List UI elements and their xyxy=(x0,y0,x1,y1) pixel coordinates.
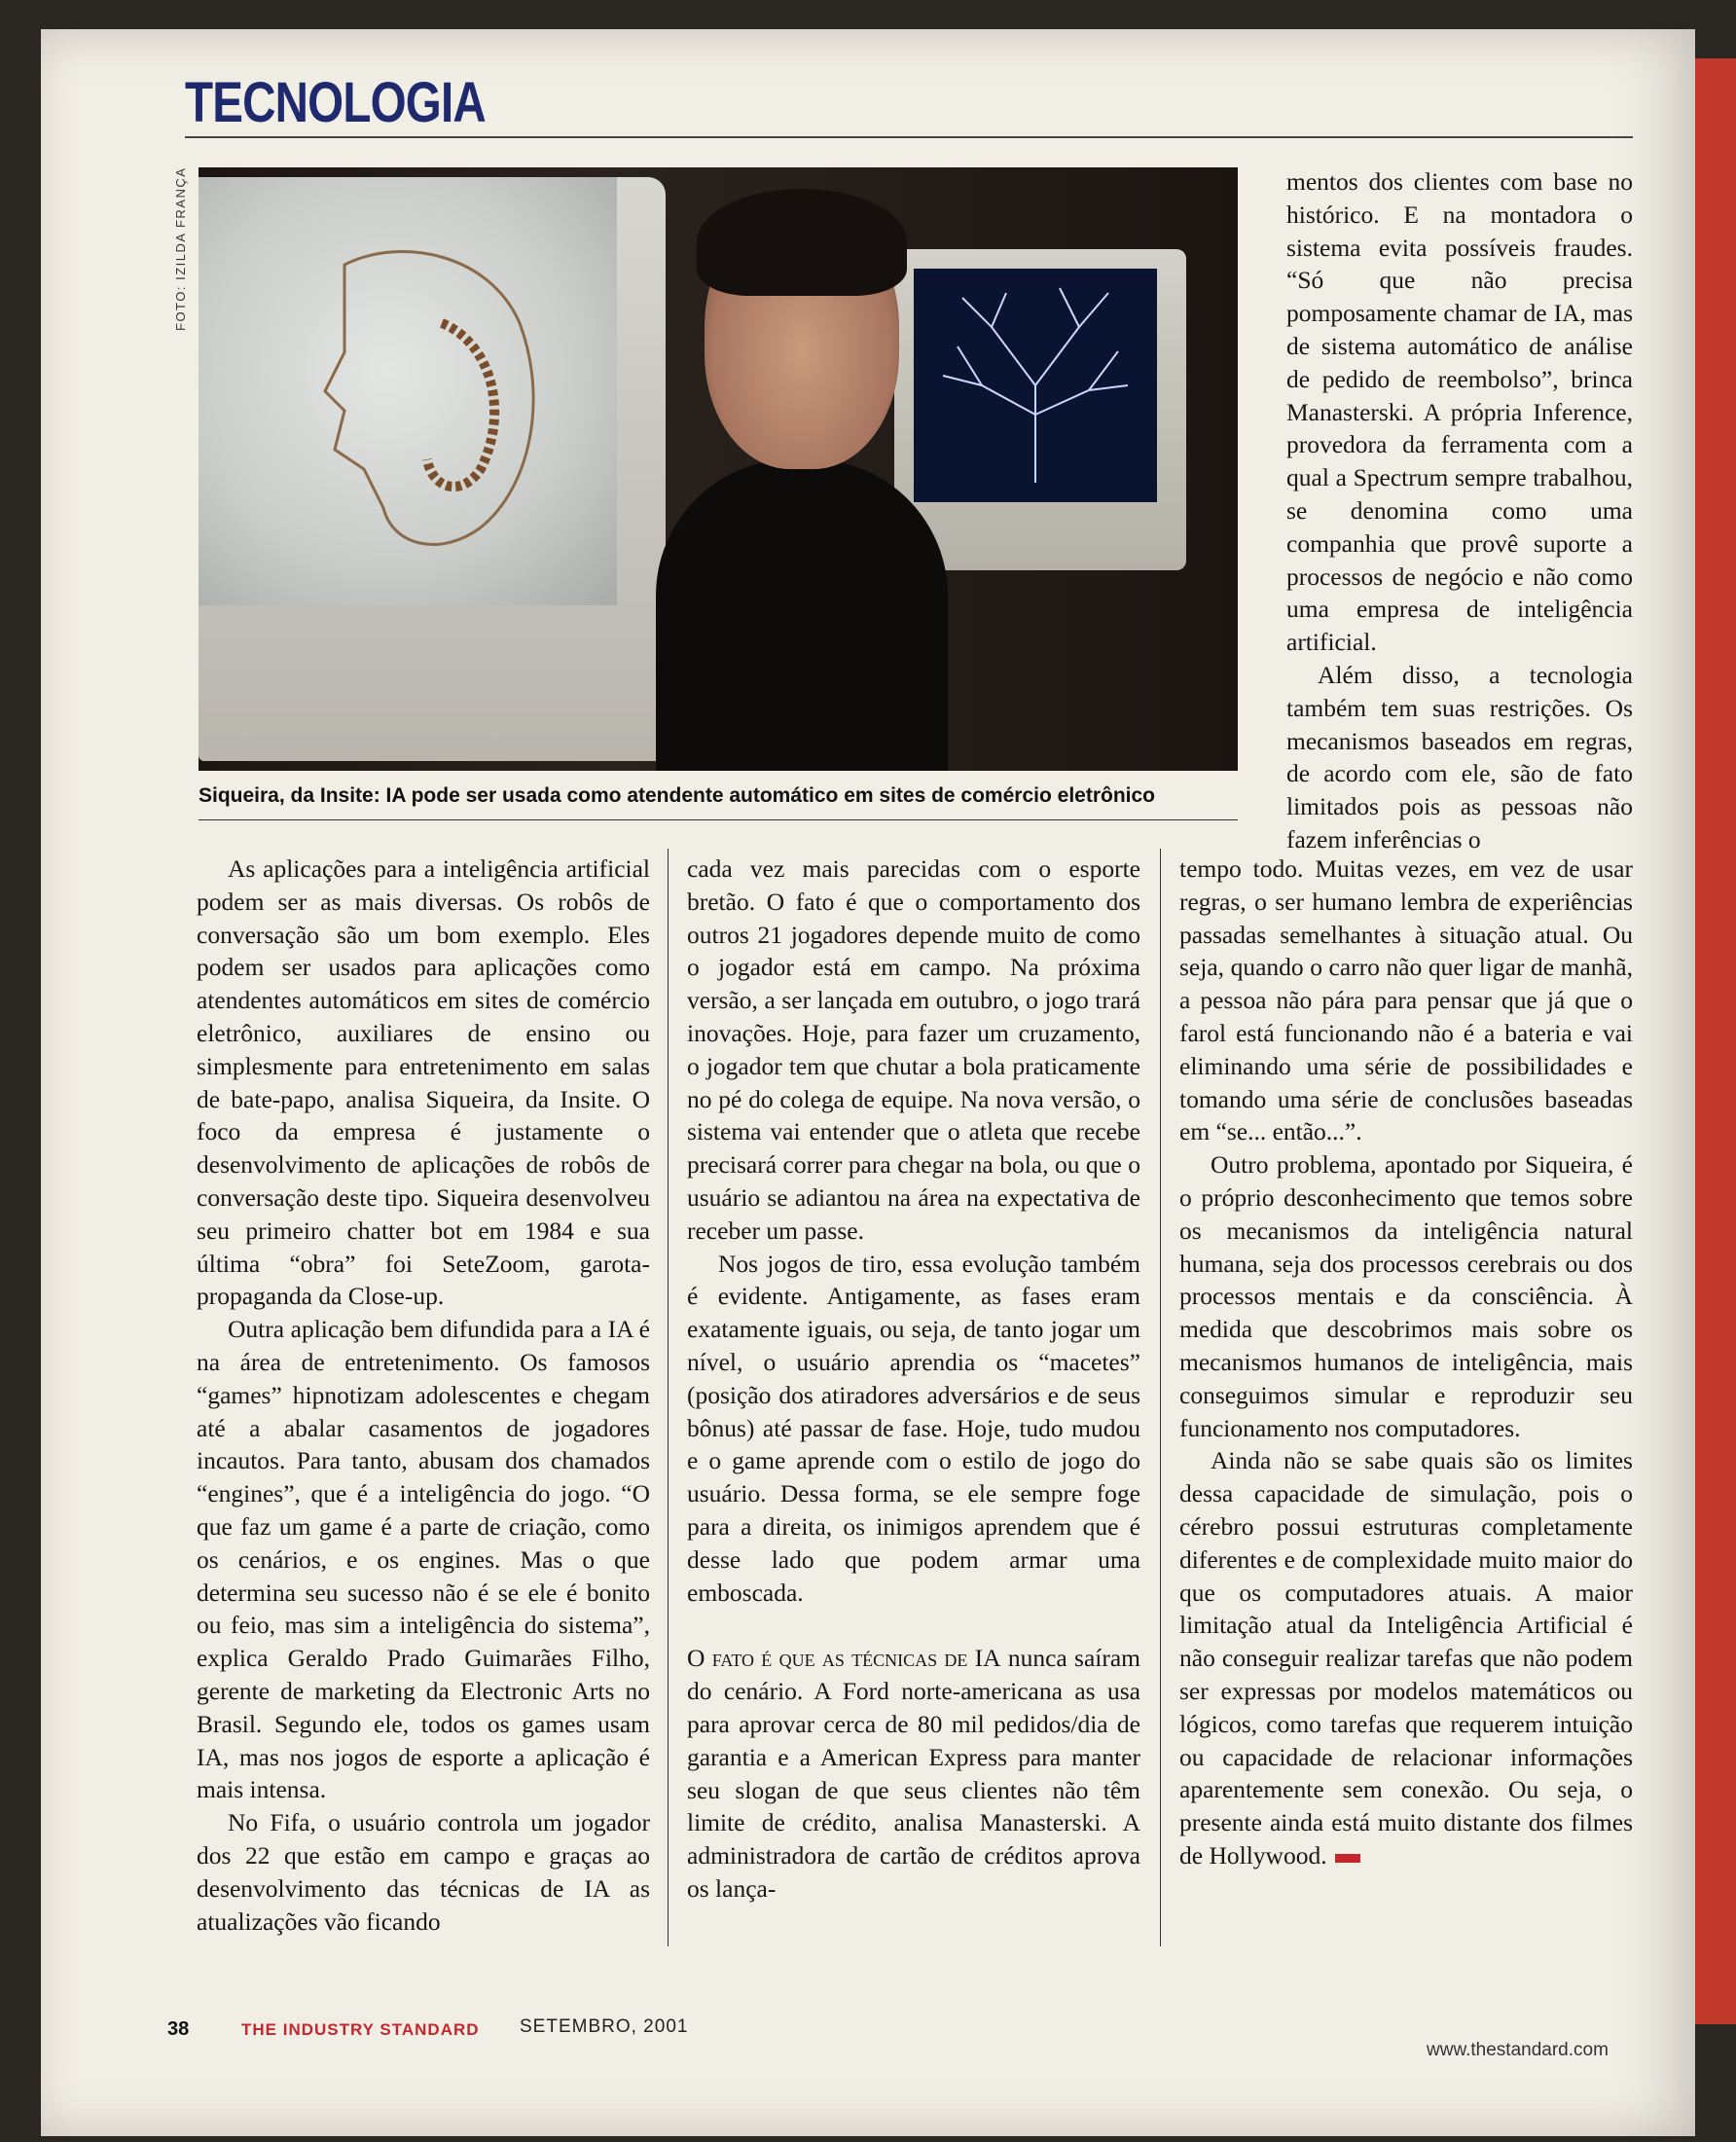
person-hair xyxy=(697,189,907,296)
column-rule xyxy=(668,849,669,1946)
article-column-2 xyxy=(687,853,1140,1906)
paragraph: Além disso, a tecnologia também tem suas restrições. Os mecanismos baseados em regras, de acordo com ele, são de fato limitados pois as pessoas não fazem inferências o xyxy=(1286,660,1633,853)
caption-divider xyxy=(199,819,1238,820)
page-number: 38 xyxy=(167,2018,190,2040)
title-divider xyxy=(185,136,1633,138)
paragraph: Nos jogos de tiro, essa evolução também é evidente. Antigamente, as fases eram exatamente iguais, ou seja, de tanto jogar um nível, o usuário aprendia os “macetes” (posição dos atiradores adversários e de seus bônus) até passar de fase. Hoje, tudo mudou e o game aprende com o estilo de jogo do usuário. Dessa forma, se ele sempre foge para a direita, os inimigos aprendem que é desse lado que podem armar uma emboscada. xyxy=(687,1249,1140,1607)
end-of-article-mark xyxy=(1335,1854,1360,1863)
paragraph xyxy=(1179,1444,1633,1871)
section-title: TECNOLOGIA xyxy=(185,71,486,134)
paragraph: cada vez mais parecidas com o esporte bretão. O fato é que o comportamento dos outros 21 jogadores depende muito de como o jogador está em campo. Na próxima versão, a ser lançada em outubro, o jogo trará inovações. Hoje, para fazer um cruzamento, o jogador tem que chutar a bola praticamente no pé do colega de equipe. Na nova versão, o sistema vai entender que o atleta que recebe precisará correr para chegar na bola, ou que o usuário se adiantou na área na expectativa de receber um passe. xyxy=(687,854,1140,1245)
photo-credit: FOTO: IZILDA FRANÇA xyxy=(173,166,188,331)
monitor-right-image xyxy=(894,249,1186,570)
website-url: www.thestandard.com xyxy=(1427,2040,1609,2060)
paragraph: No Fifa, o usuário controla um jogador dos 22 que estão em campo e graças ao desenvolvimento das técnicas de IA as atualizações vão ficando xyxy=(197,1808,650,1936)
head-scan-illustration xyxy=(199,177,617,605)
article-photo xyxy=(199,167,1238,771)
monitor-left-image xyxy=(199,177,666,761)
monitor-left-screen xyxy=(199,177,617,605)
paragraph: Outra aplicação bem difundida para a IA é na área de entretenimento. Os famosos “games” hipnotizam adolescentes e chegam até a abalar casamentos de jogadores incautos. Para tanto, abusam dos chamados “engines”, que é a inteligência do jogo. “O que faz um game é a parte de criação, como os cenários, e os engines. Mas o que determina seu sucesso não é se ele é bonito ou feio, mas sim a inteligência do sistema”, explica Geraldo Prado Guimarães Filho, gerente de marketing da Electronic Arts no Brasil. Segundo ele, todos os games usam IA, mas nos jogos de esporte a aplicação é mais intensa. xyxy=(197,1315,650,1804)
column-rule xyxy=(1160,849,1161,1946)
section-text: nunca saíram do cenário. A Ford norte-americana as usa para aprovar cerca de 80 mil pedidos/dia de garantia e a American Express para manter seu slogan de que seus clientes não têm limite de crédito, analisa Manasterski. A administradora de cartão de créditos aprova os lança- xyxy=(687,1644,1140,1903)
section-lead-in: O fato é que as técnicas de IA xyxy=(687,1644,1001,1673)
photo-caption: Siqueira, da Insite: IA pode ser usada como atendente automático em sites de comércio eletrônico xyxy=(199,784,1155,807)
closing-text: Ainda não se sabe quais são os limites dessa capacidade de simulação, pois o cérebro possui estruturas completamente diferentes e de complexidade muito maior do que os computadores atuais. A maior limitação atual da Inteligência Artificial é não conseguir realizar tarefas que não podem ser expressas por modelos matemáticos ou lógicos, como tarefas que requerem intuição ou capacidade de relacionar informações aparentemente sem conexão. Ou seja, o presente ainda está muito distante dos filmes de Hollywood. xyxy=(1179,1446,1633,1870)
issue-date: SETEMBRO, 2001 xyxy=(520,2016,689,2037)
monitor-right-screen xyxy=(914,269,1157,502)
section-paragraph xyxy=(687,1642,1140,1905)
neural-tree-illustration xyxy=(914,269,1157,502)
magazine-name: THE INDUSTRY STANDARD xyxy=(241,2020,480,2039)
article-column-1 xyxy=(197,853,650,1938)
article-column-3-bottom xyxy=(1179,853,1633,1872)
paragraph: Outro problema, apontado por Siqueira, é o próprio desconhecimento que temos sobre os mecanismos da inteligência natural humana, seja dos processos cerebrais ou dos processos mentais e da consciência. À medida que descobrimos mais sobre os mecanismos humanos de inteligência, mais conseguimos simular e reproduzir seu funcionamento nos computadores. xyxy=(1179,1150,1633,1442)
paragraph: tempo todo. Muitas vezes, em vez de usar regras, o ser humano lembra de experiências passadas semelhantes à situação atual. Ou seja, quando o carro não quer ligar de manhã, a pessoa não pára para pensar que já que o farol está funcionando não é a bateria e vai eliminando uma série de possibilidades e tomando uma série de conclusões baseadas em “se... então...”. xyxy=(1179,854,1633,1146)
next-page-edge xyxy=(1695,58,1736,2024)
person-body xyxy=(656,459,948,771)
article-column-3-top xyxy=(1286,165,1633,856)
paragraph: mentos dos clientes com base no histórico. E na montadora o sistema evita possíveis fraudes. “Só que não precisa pomposamente chamar de IA, mas de sistema automático de análise de pedido de reembolso”, brinca Manasterski. A própria Inference, provedora da ferramenta com a qual a Spectrum sempre trabalhou, se denomina como uma companhia que provê suporte a processos de negócio e não como uma empresa de inteligência artificial. xyxy=(1286,167,1633,657)
paragraph: As aplicações para a inteligência artificial podem ser as mais diversas. Os robôs de conversação são um bom exemplo. Eles podem ser usados para aplicações como atendentes automáticos em sites de comércio eletrônico, auxiliares de ensino ou simplesmente para entretenimento em salas de bate-papo, analisa Siqueira, da Insite. O foco da empresa é justamente o desenvolvimento de aplicações de robôs de conversação deste tipo. Siqueira desenvolveu seu primeiro chatter bot em 1984 e sua última “obra” foi SeteZoom, garota-propaganda da Close-up. xyxy=(197,854,650,1311)
